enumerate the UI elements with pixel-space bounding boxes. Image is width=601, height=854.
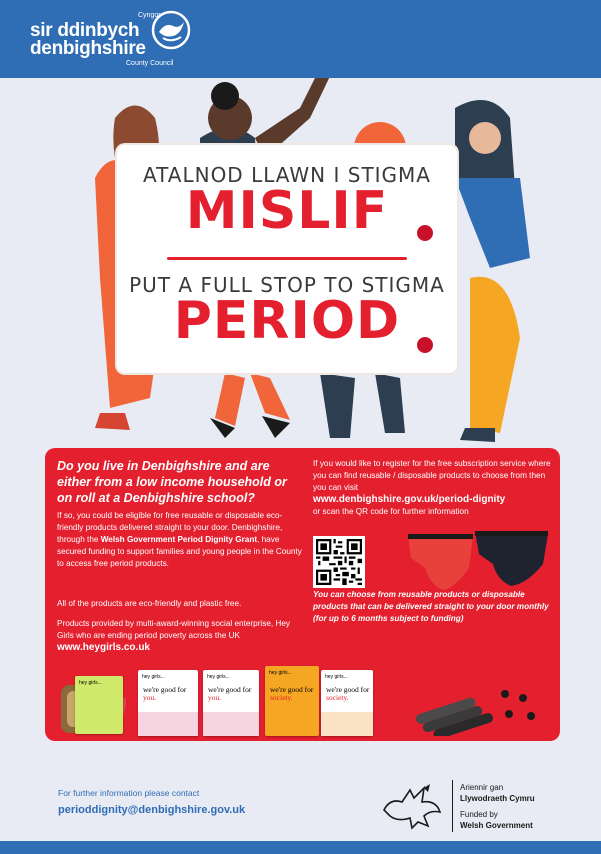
sign-divider	[167, 257, 407, 260]
contact-email-link[interactable]: perioddignity@denbighshire.gov.uk	[58, 804, 246, 816]
qr-code-icon	[316, 539, 362, 585]
full-stop-dot-icon	[417, 225, 433, 241]
product-choice-text: You can choose from reusable products or disposable products that can be delivered straight to your door monthly (for up to 6 months subject to funding)	[313, 590, 549, 623]
logo-county-council: County Council	[126, 60, 174, 67]
logo-cyngor: Cyngor	[138, 12, 161, 19]
info-panel	[45, 448, 560, 741]
box-brand: hey girls...	[269, 670, 292, 676]
welsh-dragon-icon	[380, 780, 446, 832]
period-pants-image	[403, 528, 553, 598]
product-box	[265, 666, 319, 736]
sign-welsh-word: MISLIF	[185, 181, 389, 241]
box-brand: hey girls...	[79, 680, 102, 686]
footer-bar	[0, 841, 601, 854]
reusable-pads-icon	[413, 676, 553, 736]
box-brand: hey girls...	[207, 674, 230, 680]
wg-english-line-1: Funded by	[460, 810, 498, 819]
sign-english-line: PUT A FULL STOP TO STIGMA	[129, 273, 445, 297]
box-brand: hey girls...	[142, 674, 165, 680]
box-tagline: we're good for society.	[270, 685, 314, 702]
qr-code[interactable]	[313, 536, 365, 588]
box-tagline: we're good for society.	[326, 685, 370, 702]
product-images	[53, 656, 553, 736]
grant-name: Welsh Government Period Dignity Grant	[100, 535, 258, 544]
product-box	[75, 676, 123, 734]
sign-welsh-line: ATALNOD LLAWN I STIGMA	[142, 163, 431, 187]
logo-line-english: denbighshire	[30, 38, 146, 59]
sign-english-word: PERIOD	[173, 291, 401, 351]
box-brand: hey girls...	[325, 674, 348, 680]
council-emblem-icon	[151, 10, 191, 50]
eligibility-text: If so, you could be eligible for free reusable or disposable eco-friendly products delivered straight to your door. Denbighshire, through the Welsh Government Period Dignity Grant, have secured funding to support families and young people in the County to access free period products.	[57, 511, 302, 568]
contact-label: For further information please contact	[58, 788, 200, 798]
period-dignity-link[interactable]: www.denbighshire.gov.uk/period-dignity	[313, 494, 506, 505]
product-box	[321, 670, 373, 736]
stigma-sign	[117, 145, 457, 373]
register-text: If you would like to register for the free subscription service where you can find reusable / disposable products to choose from then you can visit www.denbighshire.gov.uk/period-dignity or scan the QR code for further information	[313, 459, 551, 516]
eligibility-question: Do you live in Denbighshire and are either from a low income household or on roll at a Denbighshire school?	[57, 459, 287, 505]
product-box	[138, 670, 198, 736]
product-box	[203, 670, 259, 736]
box-tagline: we're good for you.	[143, 685, 187, 702]
wg-english-line-2: Welsh Government	[460, 821, 533, 830]
logo-line-welsh: sir ddinbych	[30, 20, 140, 41]
welsh-government-logo	[380, 780, 560, 832]
box-tagline: we're good for you.	[208, 685, 252, 702]
logo-divider	[452, 780, 453, 832]
wg-welsh-line-1: Ariennir gan	[460, 783, 504, 792]
eco-note: All of the products are eco-friendly and plastic free.	[57, 599, 242, 608]
provider-text: Products provided by multi-award-winning social enterprise, Hey Girls who are ending period poverty across the UK www.heygirls.co.uk	[57, 619, 290, 653]
wg-welsh-line-2: Llywodraeth Cymru	[460, 794, 535, 803]
heygirls-link[interactable]: www.heygirls.co.uk	[57, 642, 150, 653]
full-stop-dot-icon	[417, 337, 433, 353]
header-bar	[0, 0, 601, 78]
